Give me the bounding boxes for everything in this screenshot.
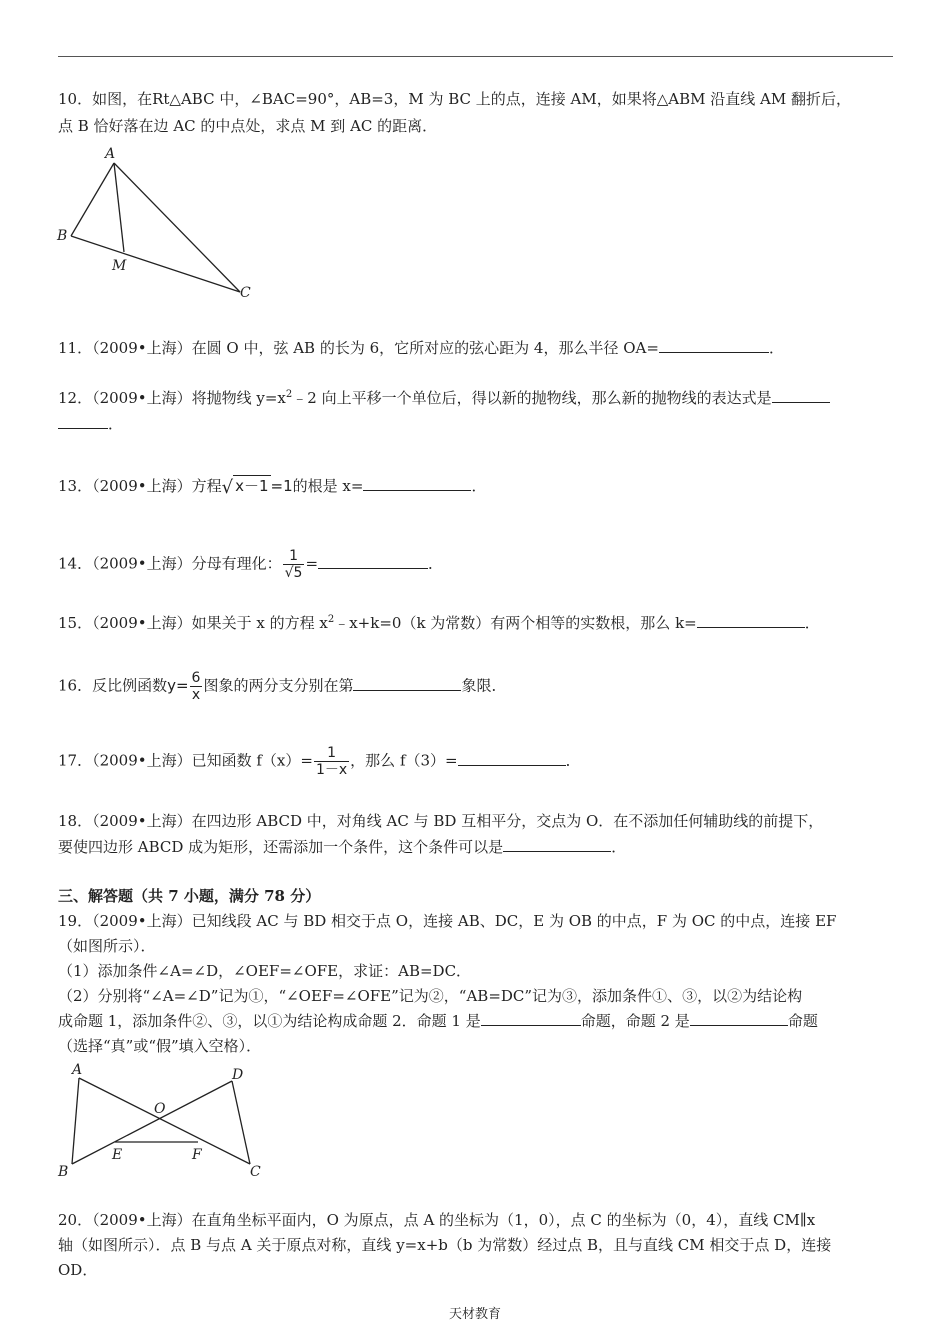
q19-line5c: 命题 xyxy=(787,1012,818,1030)
q19-answer-blank-1[interactable] xyxy=(481,1011,581,1026)
q19-label-e: E xyxy=(112,1147,123,1163)
q10-edge-ab xyxy=(71,163,114,236)
q16-post: 图象的两分支分别在第 xyxy=(203,676,354,695)
q15-end: ． xyxy=(804,614,820,632)
q12-continuation xyxy=(58,414,123,434)
q10-line1: 10．如图，在Rt△ABC 中，∠BAC=90°，AB=3，M 为 BC 上的点，连接 AM，如果将△ABM 沿直线 AM 翻折后， xyxy=(58,90,851,108)
q19-line5a: 成命题 1，添加条件②、③，以①为结论构成命题 2．命题 1 是 xyxy=(58,1012,481,1030)
q10-edge-ac xyxy=(114,163,240,292)
q16-pre: 16．反比例函数 xyxy=(58,676,168,695)
q18-line1: 18．（2009•上海）在四边形 ABCD 中，对角线 AC 与 BD 互相平分，交点为 O．在不添加任何辅助线的前提下， xyxy=(58,812,824,830)
q19-line6: （选择“真”或“假”填入空格）． xyxy=(58,1037,262,1055)
q18-text: 要使四边形 ABCD 成为矩形，还需添加一个条件，这个条件可以是 xyxy=(58,838,504,856)
q12-pre: 12．（2009•上海）将抛物线 y=x xyxy=(58,389,286,407)
q12-answer-blank-1[interactable] xyxy=(772,388,830,403)
q19-label-a: A xyxy=(72,1062,83,1078)
q19-label-f: F xyxy=(192,1147,202,1163)
q13-pre: 13．（2009•上海）方程 xyxy=(58,477,222,495)
q14-denominator: √5 xyxy=(284,565,303,581)
q19-line5 xyxy=(58,1011,818,1031)
q10-segment-am xyxy=(114,163,124,252)
q15-question xyxy=(58,613,820,633)
q13-equals: =1 xyxy=(270,477,293,495)
q12-answer-blank-2[interactable] xyxy=(58,414,108,429)
q14-pre: 14．（2009•上海）分母有理化： xyxy=(58,554,282,573)
q19-segment-bd xyxy=(72,1081,232,1164)
q20-line2: 轴（如图所示）．点 B 与点 A 关于原点对称，直线 y=x+b（b 为常数）经过点 B，且与直线 CM 相交于点 D，连接 xyxy=(58,1236,832,1254)
q19-line4: （2）分别将“∠A=∠D”记为①，“∠OEF=∠OFE”记为②，“AB=DC”记为③，添加条件①、③，以②为结论构 xyxy=(58,987,803,1005)
page-footer: 天材教育 xyxy=(448,1307,501,1322)
q19-label-c: C xyxy=(250,1164,261,1180)
q14-end: ． xyxy=(428,554,444,573)
header-rule xyxy=(58,56,893,57)
q19-edge-ab xyxy=(72,1078,79,1164)
q16-question xyxy=(58,670,507,703)
q13-question xyxy=(58,475,486,498)
q14-fraction xyxy=(283,548,305,581)
q15-answer-blank[interactable] xyxy=(697,613,805,628)
q19-segment-ac xyxy=(79,1078,250,1164)
q13-radical-sign: √ xyxy=(221,477,234,498)
q19-label-d: D xyxy=(232,1067,244,1083)
q20-line3: OD． xyxy=(58,1261,98,1279)
q14-answer-blank[interactable] xyxy=(318,554,428,569)
q16-numerator: 6 xyxy=(191,670,201,686)
q12-post: ﹣2 向上平移一个单位后，得以新的抛物线，那么新的抛物线的表达式是 xyxy=(292,389,772,407)
q19-label-o: O xyxy=(154,1101,166,1117)
q19-bowtie-figure xyxy=(52,1058,282,1188)
q13-end: ． xyxy=(471,477,487,495)
q11-answer-blank[interactable] xyxy=(659,338,769,353)
q10-label-c: C xyxy=(240,285,251,301)
q11-end: ． xyxy=(768,339,784,357)
q14-equals: = xyxy=(305,554,319,573)
q17-post: ，那么 f（3）= xyxy=(350,751,458,770)
q10-label-m: M xyxy=(112,258,127,274)
q10-label-b: B xyxy=(57,228,68,244)
q10-triangle-figure xyxy=(50,140,270,310)
q16-fraction xyxy=(190,670,203,703)
q19-line3: （1）添加条件∠A=∠D，∠OEF=∠OFE，求证：AB=DC． xyxy=(58,962,472,980)
q17-numerator: 1 xyxy=(327,745,337,761)
q16-denominator: x xyxy=(191,687,201,703)
q10-label-a: A xyxy=(105,146,116,162)
q18-end: ． xyxy=(611,838,627,856)
q13-post: 的根是 x= xyxy=(292,477,364,495)
q17-fraction xyxy=(314,745,349,778)
q11-question xyxy=(58,338,784,358)
q12-question xyxy=(58,388,830,408)
q16-answer-blank[interactable] xyxy=(353,676,461,691)
q15-pre: 15．（2009•上海）如果关于 x 的方程 x xyxy=(58,614,328,632)
q19-line1: 19．（2009•上海）已知线段 AC 与 BD 相交于点 O，连接 AB、DC，E 为 OB 的中点，F 为 OC 的中点，连接 EF xyxy=(58,912,837,930)
q17-denominator: 1－x xyxy=(315,762,348,778)
q10-edge-bc xyxy=(71,236,240,292)
q16-end: 象限． xyxy=(461,676,507,695)
q13-radicand: x－1 xyxy=(235,477,269,495)
q17-pre: 17．（2009•上海）已知函数 f（x）= xyxy=(58,751,313,770)
section-3-heading: 三、解答题（共 7 小题，满分 78 分） xyxy=(58,887,321,905)
q16-y-equals: y= xyxy=(167,676,189,695)
q19-line2: （如图所示）． xyxy=(58,937,156,955)
q17-answer-blank[interactable] xyxy=(458,751,566,766)
q17-end: ． xyxy=(565,751,581,770)
q18-answer-blank[interactable] xyxy=(503,837,611,852)
q10-line2: 点 B 恰好落在边 AC 的中点处，求点 M 到 AC 的距离． xyxy=(58,117,438,135)
q19-edge-dc xyxy=(232,1081,250,1164)
q14-question xyxy=(58,548,443,581)
q19-answer-blank-2[interactable] xyxy=(690,1011,788,1026)
q12-end: ． xyxy=(108,415,124,433)
q13-answer-blank[interactable] xyxy=(363,476,471,491)
q19-label-b: B xyxy=(58,1164,69,1180)
q15-exponent: 2 xyxy=(327,614,335,625)
q14-numerator: 1 xyxy=(289,548,298,564)
q11-text: 11．（2009•上海）在圆 O 中，弦 AB 的长为 6，它所对应的弦心距为 4，那么半径 OA= xyxy=(58,339,659,357)
q19-line5b: 命题，命题 2 是 xyxy=(580,1012,690,1030)
q18-line2 xyxy=(58,837,626,857)
q12-exponent: 2 xyxy=(285,389,293,400)
q20-line1: 20．（2009•上海）在直角坐标平面内，O 为原点，点 A 的坐标为（1，0），点 C 的坐标为（0，4），直线 CM∥x xyxy=(58,1211,816,1229)
q15-post: ﹣x+k=0（k 为常数）有两个相等的实数根，那么 k= xyxy=(334,614,697,632)
q17-question xyxy=(58,745,581,778)
